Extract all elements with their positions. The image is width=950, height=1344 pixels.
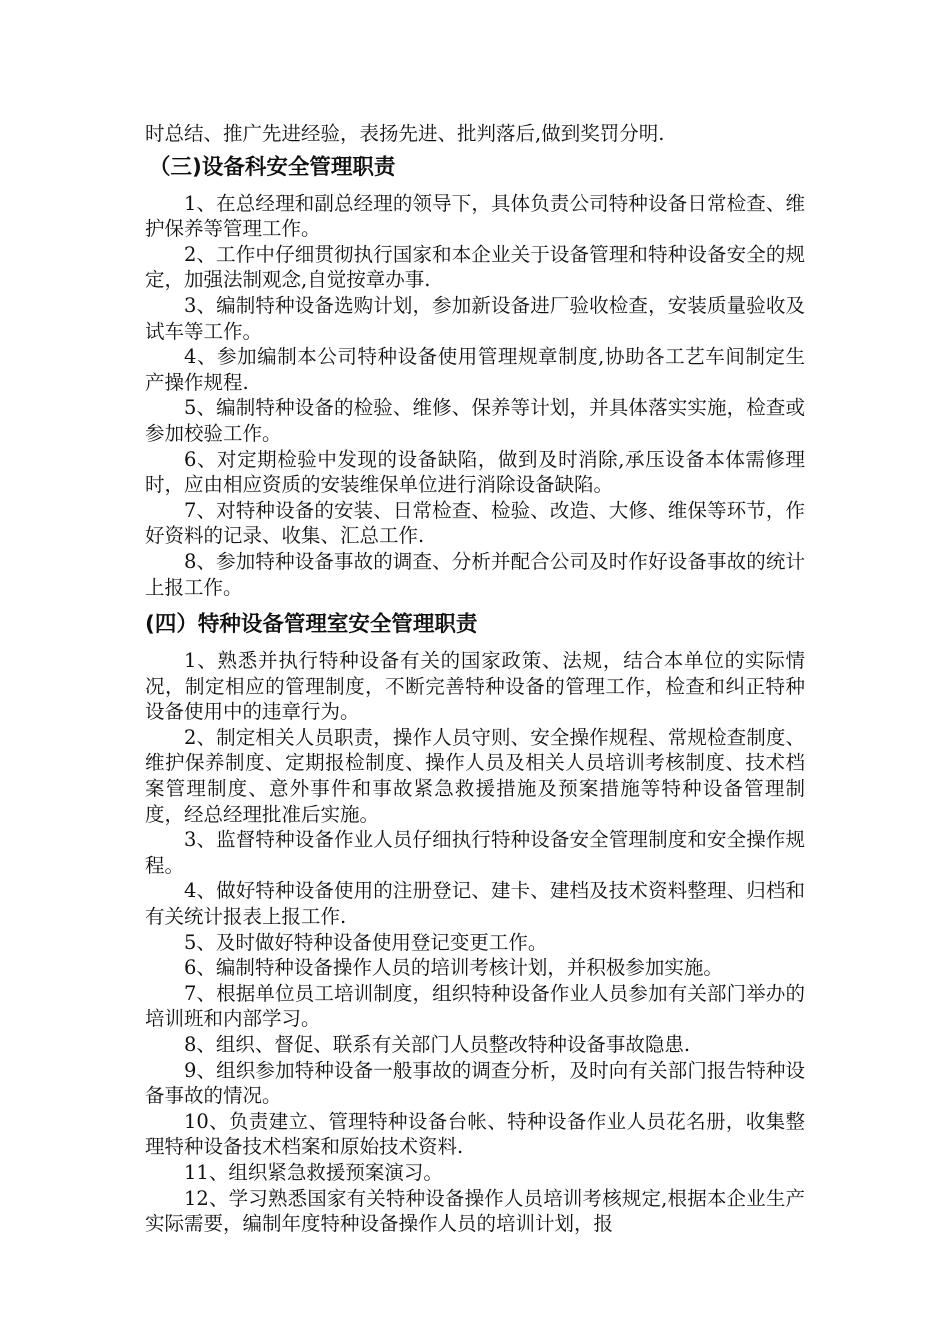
- section-3-item-6: 6、对定期检验中发现的设备缺陷，做到及时消除,承压设备本体需修理时，应由相应资质的安装维保单位进行消除设备缺陷。: [145, 447, 805, 497]
- section-4-item-2: 2、制定相关人员职责，操作人员守则、安全操作规程、常规检查制度、维护保养制度、定期报检制度、操作人员及相关人员培训考核制度、技术档案管理制度、意外事件和事故紧急救援措施及预案措施等特种设备管理制度，经总经理批准后实施。: [145, 725, 805, 826]
- section-3-item-2: 2、工作中仔细贯彻执行国家和本企业关于设备管理和特种设备安全的规定，加强法制观念,自觉按章办事.: [145, 242, 805, 292]
- section-3-list: [145, 191, 805, 601]
- section-3-title: （三)设备科安全管理职责: [149, 154, 396, 180]
- intro-paragraph: 时总结、推广先进经验，表扬先进、批判落后,做到奖罚分明.: [145, 122, 665, 145]
- section-3-item-7: 7、对特种设备的安装、日常检查、检验、改造、大修、维保等环节，作好资料的记录、收集、汇总工作.: [145, 498, 805, 548]
- section-4-item-12: 12、学习熟悉国家有关特种设备操作人员培训考核规定,根据本企业生产实际需要，编制年度特种设备操作人员的培训计划，报: [145, 1186, 805, 1236]
- section-4-item-9: 9、组织参加特种设备一般事故的调查分析，及时向有关部门报告特种设备事故的情况。: [145, 1058, 805, 1108]
- section-4-item-4: 4、做好特种设备使用的注册登记、建卡、建档及技术资料整理、归档和有关统计报表上报工作.: [145, 879, 805, 929]
- section-4-item-8: 8、组织、督促、联系有关部门人员整改特种设备事故隐患.: [184, 1033, 691, 1056]
- section-4-item-5: 5、及时做好特种设备使用登记变更工作。: [184, 930, 548, 954]
- document-page: [145, 121, 805, 1237]
- section-3-item-8: 8、参加特种设备事故的调查、分析并配合公司及时作好设备事故的统计上报工作。: [145, 549, 805, 599]
- section-4-item-3: 3、监督特种设备作业人员仔细执行特种设备安全管理制度和安全操作规程。: [145, 828, 805, 877]
- section-3-item-3: 3、编制特种设备选购计划，参加新设备进厂验收检查，安装质量验收及试车等工作。: [145, 293, 805, 343]
- section-4-list: [145, 648, 805, 1237]
- section-3-item-5: 5、编制特种设备的检验、维修、保养等计划，并具体落实实施，检查或参加校验工作。: [145, 396, 805, 445]
- section-4-item-11: 11、组织紧急救援预案演习。: [184, 1160, 443, 1184]
- section-3-item-1: 1、在总经理和副总经理的领导下，具体负责公司特种设备日常检查、维护保养等管理工作。: [145, 191, 805, 241]
- section-4-item-10: 10、负责建立、管理特种设备台帐、特种设备作业人员花名册，收集整理特种设备技术档案和原始技术资料.: [145, 1109, 805, 1159]
- section-3-item-4: 4、参加编制本公司特种设备使用管理规章制度,协助各工艺车间制定生产操作规程.: [145, 345, 805, 394]
- section-4-item-1: 1、熟悉并执行特种设备有关的国家政策、法规，结合本单位的实际情况，制定相应的管理制度，不断完善特种设备的管理工作，检查和纠正特种设备使用中的违章行为。: [145, 649, 805, 724]
- section-4-title: (四）特种设备管理室安全管理职责: [145, 612, 478, 638]
- section-4-item-6: 6、编制特种设备操作人员的培训考核计划，并积极参加实施。: [184, 956, 723, 980]
- section-4-item-7: 7、根据单位员工培训制度，组织特种设备作业人员参加有关部门举办的培训班和内部学习。: [145, 981, 805, 1031]
